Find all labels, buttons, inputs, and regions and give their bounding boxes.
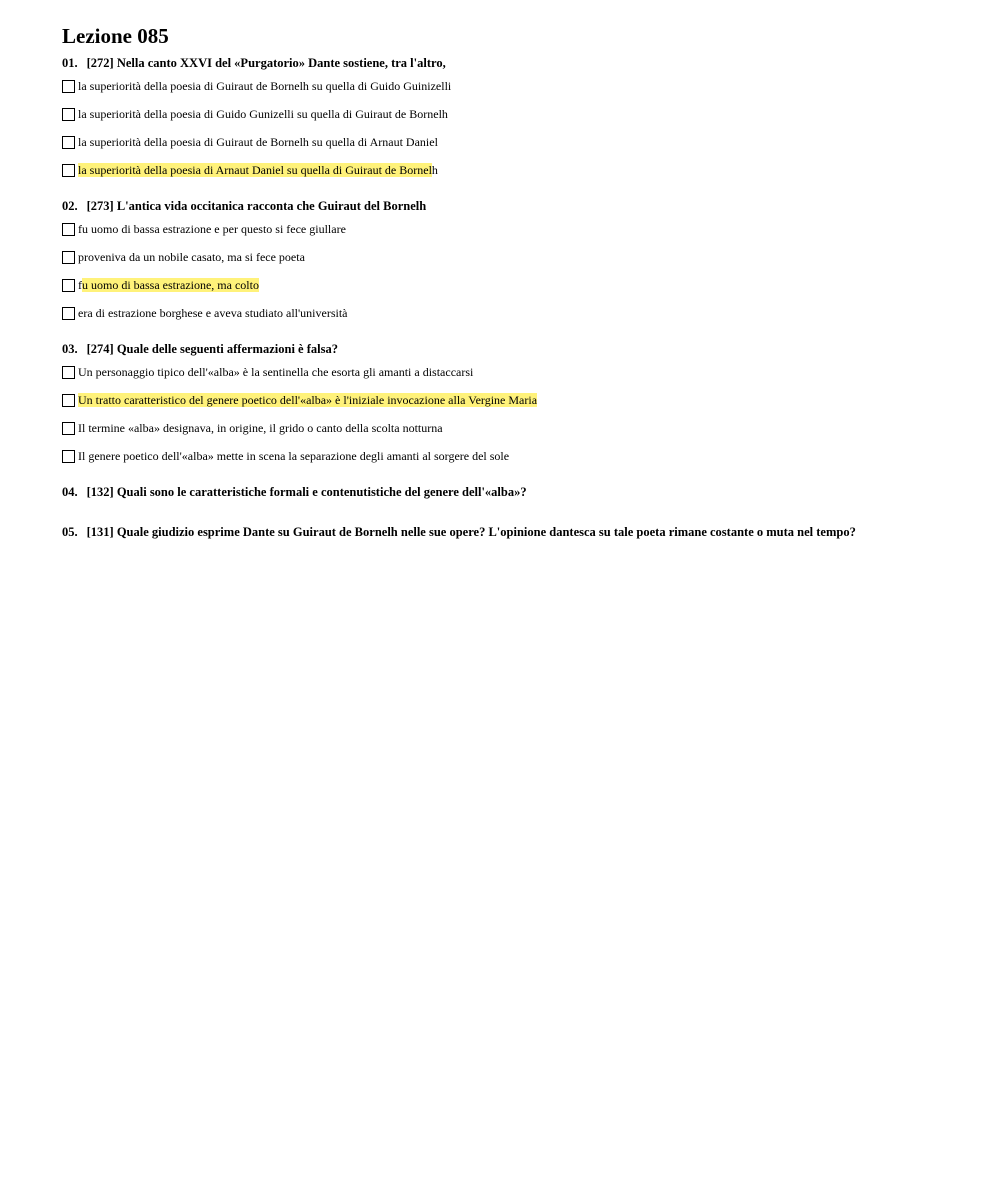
question-number: 03. [62,342,78,356]
spacer [62,184,962,197]
question-text [62,523,962,541]
question-number: 01. [62,56,78,70]
answer-option[interactable] [62,414,962,442]
spacer [62,327,962,340]
checkbox[interactable] [62,450,75,463]
option-label: la superiorità della poesia di Guido Gunizelli su quella di Guiraut de Bornelh [78,107,448,121]
answer-option[interactable] [62,358,962,386]
answer-option[interactable] [62,243,962,271]
option-label: era di estrazione borghese e aveva studiato all'università [78,306,348,320]
checkbox[interactable] [62,108,75,121]
option-label: Un personaggio tipico dell'«alba» è la sentinella che esorta gli amanti a distaccarsi [78,365,474,379]
question-block [62,197,962,327]
option-label: la superiorità della poesia di Guiraut de Bornelh su quella di Arnaut Daniel [78,135,438,149]
checkbox[interactable] [62,223,75,236]
option-label [78,392,537,408]
question-number: 05. [62,525,78,539]
option-label: la superiorità della poesia di Arnaut Daniel su quella di Guiraut de Bornelh [78,163,438,177]
option-label: Il termine «alba» designava, in origine, il grido o canto della scolta notturna [78,421,443,435]
checkbox[interactable] [62,394,75,407]
option-label: proveniva da un nobile casato, ma si fece poeta [78,250,305,264]
answer-option[interactable] [62,215,962,243]
question-label: [273] L'antica vida occitanica racconta che Guiraut del Bornelh [86,199,427,213]
question-label: [274] Quale delle seguenti affermazioni è falsa? [86,342,338,356]
answer-option[interactable] [62,72,962,100]
highlight: la superiorità della poesia di Arnaut Daniel su quella di Guiraut de Bornel [78,163,432,177]
option-label: la superiorità della poesia di Guiraut de Bornelh su quella di Guido Guinizelli [78,79,452,93]
highlight: Un tratto caratteristico del genere poetico dell'«alba» è l'iniziale invocazione alla Vergine Maria [78,393,538,407]
answer-option[interactable] [62,386,962,414]
question-text [62,483,962,501]
answer-option[interactable] [62,442,962,470]
question-text [62,340,962,358]
option-label: fu uomo di bassa estrazione e per questo si fece giullare [78,222,346,236]
answer-option[interactable] [62,128,962,156]
option-label: Il genere poetico dell'«alba» mette in scena la separazione degli amanti al sorgere del sole [78,449,510,463]
checkbox[interactable] [62,422,75,435]
page-title: Lezione 085 [62,24,169,48]
question-block [62,483,962,501]
question-number: 04. [62,485,78,499]
checkbox[interactable] [62,307,75,320]
question-block [62,340,962,470]
checkbox[interactable] [62,136,75,149]
option-label: fu uomo di bassa estrazione, ma colto [78,278,259,292]
checkbox[interactable] [62,80,75,93]
question-block [62,523,962,541]
question-label: [272] Nella canto XXVI del «Purgatorio» Dante sostiene, tra l'altro, [86,56,446,70]
spacer [62,501,962,523]
question-label: [131] Quale giudizio esprime Dante su Guiraut de Bornelh nelle sue opere? L'opinione dantesca su tale poeta rimane costante o muta nel tempo? [86,525,856,539]
highlight: u uomo di bassa estrazione, ma colto [82,278,259,292]
checkbox[interactable] [62,251,75,264]
answer-option[interactable] [62,100,962,128]
checkbox[interactable] [62,164,75,177]
question-number: 02. [62,199,78,213]
answer-option[interactable] [62,299,962,327]
question-label: [132] Quali sono le caratteristiche formali e contenutistiche del genere dell'«alba»? [86,485,527,499]
question-block [62,54,962,184]
spacer [62,470,962,483]
document-page [62,22,962,541]
answer-option[interactable] [62,156,962,184]
checkbox[interactable] [62,366,75,379]
question-text [62,54,962,72]
question-text [62,197,962,215]
answer-option[interactable] [62,271,962,299]
checkbox[interactable] [62,279,75,292]
